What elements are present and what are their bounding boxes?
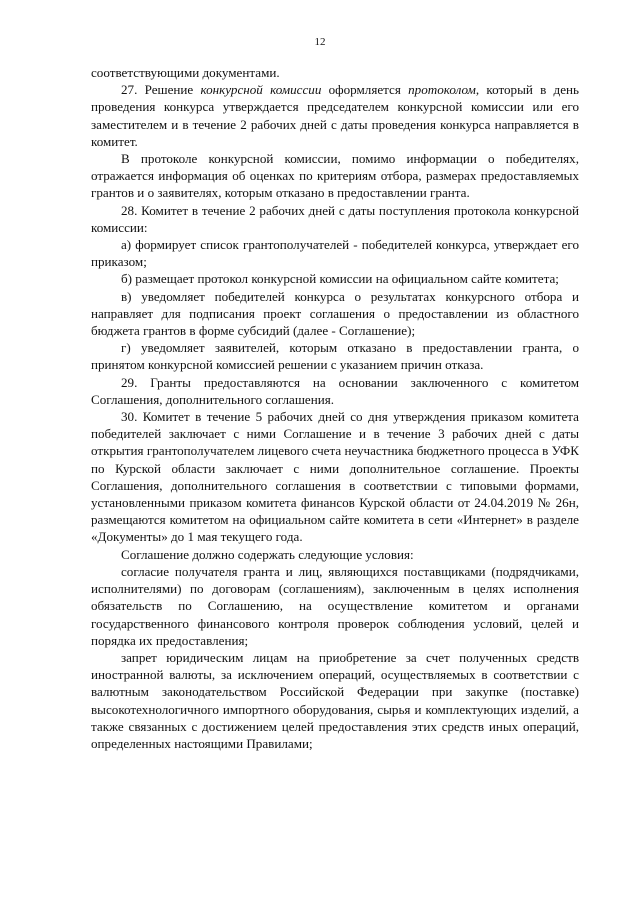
paragraph-27-italic-commission: конкурсной комиссии <box>200 82 322 98</box>
paragraph-30: 30. Комитет в течение 5 рабочих дней со дня утверждения приказом комитета победителей заключает с ними Соглашение и в течение 3 рабочих дней с даты открытия грантополучателем лицевого счета неучастника бюджетного процесса в УФК по Курской области заключает с ними дополнительное соглашение. Проекты Соглашения, дополнительного соглашения в соответствии с типовыми формами, установленными приказом комитета финансов Курской области от 24.04.2019 № 26н, размещаются комитетом на официальном сайте комитета в сети «Интернет» в разделе «Документы» до 1 мая текущего года. <box>91 409 579 545</box>
paragraph-28: 28. Комитет в течение 2 рабочих дней с даты поступления протокола конкурсной комиссии: <box>91 202 579 235</box>
page-number: 12 <box>314 36 326 48</box>
paragraph-currency-ban: запрет юридическим лицам на приобретение за счет полученных средств иностранной валюты, за исключением операций, осуществляемых в соответствии с валютным законодательством Российской Федерации при закупке (поставке) высокотехнологичного импортного оборудования, сырья и комплектующих изделий, а также связанных с достижением целей предоставления этих средств иных операций, определенных настоящими Правилами; <box>91 649 579 751</box>
paragraph-28-b: б) размещает протокол конкурсной комиссии на официальном сайте комитета; <box>121 271 559 287</box>
paragraph-27-italic-protocol: протоколом <box>408 82 476 98</box>
paragraph-consent-condition: согласие получателя гранта и лиц, являющихся поставщиками (подрядчиками, исполнителями) по договорам (соглашениям), заключенным в целях исполнения обязательств по Соглашению, на осуществление комитетом и органами государственного финансового контроля проверок соблюдения условий, целей и порядка их предоставления; <box>91 563 579 648</box>
paragraph-27 <box>91 81 579 150</box>
paragraph-28-g: г) уведомляет заявителей, которым отказано в предоставлении гранта, о принятом конкурсной комиссией решении с указанием причин отказа. <box>91 340 579 373</box>
paragraph-continuation: соответствующими документами. <box>91 65 280 80</box>
paragraph-29: 29. Гранты предоставляются на основании заключенного с комитетом Соглашения, дополнительного соглашения. <box>91 374 579 407</box>
paragraph-28-v: в) уведомляет победителей конкурса о результатах конкурсного отбора и направляет для подписания проект соглашения о предоставлении из областного бюджета грантов в форме субсидий (далее - Соглашение); <box>91 288 579 339</box>
paragraph-27-part-1: 27. Решение <box>121 82 201 98</box>
paragraph-27-part-5: , который в день проведения конкурса утверждается председателем конкурсной комиссии или его заместителем и в течение 2 рабочих дней с даты проведения конкурса направляется в комитет. <box>91 82 579 149</box>
document-body <box>91 64 579 752</box>
paragraph-protocol-info: В протоколе конкурсной комиссии, помимо информации о победителях, отражается информация об оценках по критериям отбора, размерах предоставляемых грантов и о заявителях, которым отказано в предоставлении гранта. <box>91 151 579 201</box>
paragraph-agreement-conditions: Соглашение должно содержать следующие условия: <box>121 546 414 562</box>
paragraph-27-part-3: оформляется <box>321 82 409 98</box>
paragraph-28-a: а) формирует список грантополучателей - победителей конкурса, утверждает его приказом; <box>91 237 579 270</box>
